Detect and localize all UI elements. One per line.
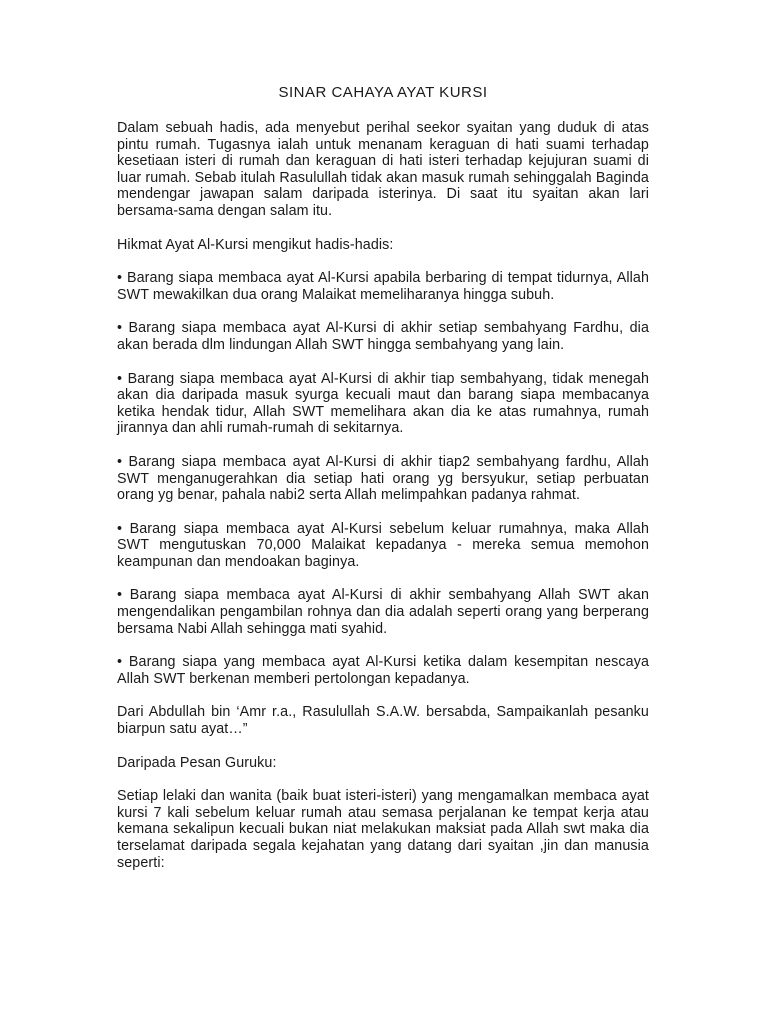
bullet-paragraph-6: • Barang siapa membaca ayat Al-Kursi di akhir sembahyang Allah SWT akan mengendalikan pengambilan rohnya dan dia adalah seperti orang yang berperang bersama Nabi Allah sehingga mati syahid. <box>117 587 649 637</box>
paragraph-hadith-quote: Dari Abdullah bin ‘Amr r.a., Rasulullah S.A.W. bersabda, Sampaikanlah pesanku biarpun satu ayat…” <box>117 704 649 738</box>
document-title: SINAR CAHAYA AYAT KURSI <box>278 84 488 101</box>
paragraph-hikmat-heading: Hikmat Ayat Al-Kursi mengikut hadis-hadis: <box>117 236 394 253</box>
paragraph-intro: Dalam sebuah hadis, ada menyebut perihal seekor syaitan yang duduk di atas pintu rumah. Tugasnya ialah untuk menanam keraguan di hati suami terhadap kesetiaan isteri di rumah dan keraguan di hati isteri terhadap kejujuran suami di luar rumah. Sebab itulah Rasulullah tidak akan masuk rumah sehinggalah Baginda mendengar jawapan salam daripada isterinya. Di saat itu syaitan akan lari bersama-sama dengan salam itu. <box>117 120 649 219</box>
bullet-paragraph-3: • Barang siapa membaca ayat Al-Kursi di akhir tiap sembahyang, tidak menegah akan dia daripada masuk syurga kecuali maut dan barang siapa membacanya ketika hendak tidur, Allah SWT memelihara akan dia ke atas rumahnya, rumah jirannya dan ahli rumah-rumah di sekitarnya. <box>117 370 649 437</box>
bullet-paragraph-2: • Barang siapa membaca ayat Al-Kursi di akhir setiap sembahyang Fardhu, dia akan berada dlm lindungan Allah SWT hingga sembahyang yang lain. <box>117 320 649 353</box>
document-body <box>117 84 649 888</box>
bullet-paragraph-5: • Barang siapa membaca ayat Al-Kursi sebelum keluar rumahnya, maka Allah SWT mengutuskan 70,000 Malaikat kepadanya - mereka semua memohon keampunan dan mendoakan baginya. <box>117 520 649 570</box>
bullet-paragraph-7: • Barang siapa yang membaca ayat Al-Kursi ketika dalam kesempitan nescaya Allah SWT berkenan memberi pertolongan kepadanya. <box>117 654 649 687</box>
paragraph-guru-heading: Daripada Pesan Guruku: <box>117 754 277 771</box>
paragraph-guru-advice: Setiap lelaki dan wanita (baik buat isteri-isteri) yang mengamalkan membaca ayat kursi 7 kali sebelum keluar rumah atau semasa perjalanan ke tempat kerja atau kemana sekalipun kecuali bukan niat melakukan maksiat pada Allah swt maka dia terselamat daripada segala kejahatan yang datang dari syaitan ,jin dan manusia seperti: <box>117 788 649 871</box>
bullet-paragraph-4: • Barang siapa membaca ayat Al-Kursi di akhir tiap2 sembahyang fardhu, Allah SWT menganugerahkan dia setiap hati orang yg bersyukur, setiap perbuatan orang yg benar, pahala nabi2 serta Allah melimpahkan padanya rahmat. <box>117 453 649 504</box>
bullet-paragraph-1: • Barang siapa membaca ayat Al-Kursi apabila berbaring di tempat tidurnya, Allah SWT mewakilkan dua orang Malaikat memeliharanya hingga subuh. <box>117 270 649 303</box>
